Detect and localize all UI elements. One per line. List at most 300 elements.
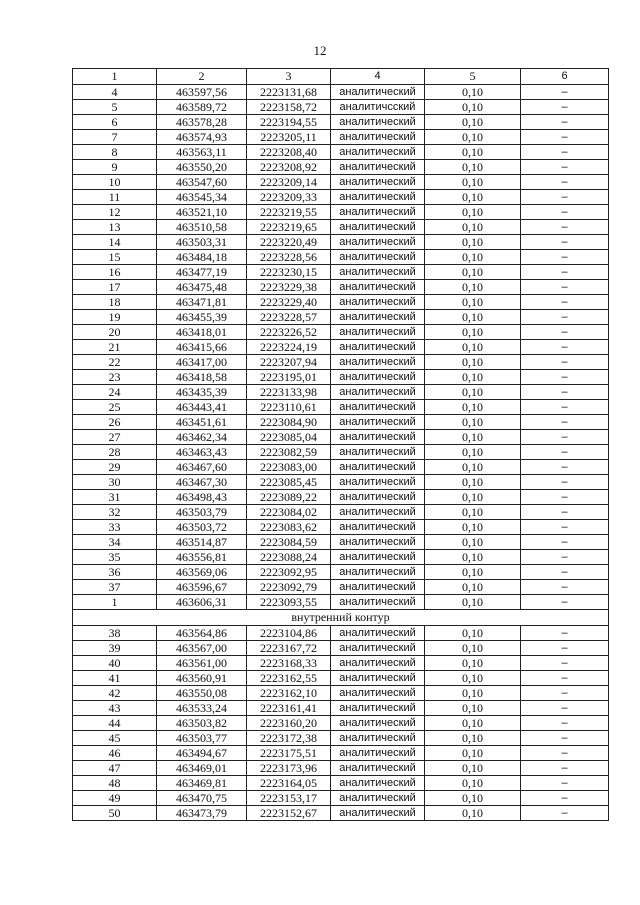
x-coordinate-cell: 463561,00 xyxy=(157,656,247,671)
point-number-cell: 43 xyxy=(73,701,157,716)
x-coordinate-cell: 463498,43 xyxy=(157,490,247,505)
accuracy-cell: 0,10 xyxy=(425,205,521,220)
description-cell: – xyxy=(521,310,609,325)
accuracy-cell: 0,10 xyxy=(425,776,521,791)
x-coordinate-cell: 463533,24 xyxy=(157,701,247,716)
method-cell: аналитический xyxy=(331,310,425,325)
point-number-cell: 45 xyxy=(73,731,157,746)
point-number-cell: 27 xyxy=(73,430,157,445)
table-row xyxy=(73,505,609,520)
x-coordinate-cell: 463550,20 xyxy=(157,160,247,175)
accuracy-cell: 0,10 xyxy=(425,325,521,340)
description-cell: – xyxy=(521,505,609,520)
accuracy-cell: 0,10 xyxy=(425,716,521,731)
point-number-cell: 11 xyxy=(73,190,157,205)
x-coordinate-cell: 463467,30 xyxy=(157,475,247,490)
x-coordinate-cell: 463569,06 xyxy=(157,565,247,580)
method-cell: аналитический xyxy=(331,716,425,731)
method-cell: аналитический xyxy=(331,415,425,430)
accuracy-cell: 0,10 xyxy=(425,505,521,520)
table-row xyxy=(73,701,609,716)
x-coordinate-cell: 463547,60 xyxy=(157,175,247,190)
coordinates-table xyxy=(72,68,609,821)
x-coordinate-cell: 2 xyxy=(157,69,247,85)
x-coordinate-cell: 463503,82 xyxy=(157,716,247,731)
y-coordinate-cell: 2223084,59 xyxy=(247,535,331,550)
accuracy-cell: 0,10 xyxy=(425,370,521,385)
table-header-row xyxy=(73,69,609,85)
accuracy-cell: 0,10 xyxy=(425,145,521,160)
table-row xyxy=(73,310,609,325)
method-cell: аналитический xyxy=(331,145,425,160)
table-row xyxy=(73,280,609,295)
description-cell: – xyxy=(521,746,609,761)
method-cell: аналитический xyxy=(331,701,425,716)
table-row xyxy=(73,295,609,310)
table-row xyxy=(73,731,609,746)
accuracy-cell: 0,10 xyxy=(425,190,521,205)
method-cell: аналитический xyxy=(331,205,425,220)
point-number-cell: 14 xyxy=(73,235,157,250)
point-number-cell: 35 xyxy=(73,550,157,565)
method-cell: аналитический xyxy=(331,385,425,400)
x-coordinate-cell: 463521,10 xyxy=(157,205,247,220)
description-cell: – xyxy=(521,490,609,505)
description-cell: – xyxy=(521,806,609,821)
description-cell: – xyxy=(521,626,609,641)
y-coordinate-cell: 2223164,05 xyxy=(247,776,331,791)
method-cell: аналитический xyxy=(331,626,425,641)
point-number-cell: 12 xyxy=(73,205,157,220)
point-number-cell: 15 xyxy=(73,250,157,265)
x-coordinate-cell: 463471,81 xyxy=(157,295,247,310)
point-number-cell: 37 xyxy=(73,580,157,595)
y-coordinate-cell: 2223084,02 xyxy=(247,505,331,520)
table-row xyxy=(73,761,609,776)
method-cell: аналитический xyxy=(331,490,425,505)
description-cell: – xyxy=(521,295,609,310)
accuracy-cell: 0,10 xyxy=(425,250,521,265)
table-row xyxy=(73,535,609,550)
y-coordinate-cell: 2223082,59 xyxy=(247,445,331,460)
accuracy-cell: 0,10 xyxy=(425,310,521,325)
x-coordinate-cell: 463589,72 xyxy=(157,100,247,115)
description-cell: – xyxy=(521,761,609,776)
x-coordinate-cell: 463473,79 xyxy=(157,806,247,821)
table-row xyxy=(73,145,609,160)
y-coordinate-cell: 2223219,55 xyxy=(247,205,331,220)
accuracy-cell: 0,10 xyxy=(425,761,521,776)
description-cell: – xyxy=(521,475,609,490)
accuracy-cell: 0,10 xyxy=(425,656,521,671)
description-cell: – xyxy=(521,595,609,610)
y-coordinate-cell: 2223173,96 xyxy=(247,761,331,776)
method-cell: аналитический xyxy=(331,641,425,656)
point-number-cell: 32 xyxy=(73,505,157,520)
accuracy-cell: 0,10 xyxy=(425,731,521,746)
description-cell: 6 xyxy=(521,69,609,85)
method-cell: аналитический xyxy=(331,806,425,821)
method-cell: аналитический xyxy=(331,130,425,145)
table-row xyxy=(73,475,609,490)
accuracy-cell: 0,10 xyxy=(425,746,521,761)
x-coordinate-cell: 463556,81 xyxy=(157,550,247,565)
description-cell: – xyxy=(521,385,609,400)
accuracy-cell: 0,10 xyxy=(425,280,521,295)
method-cell: аналитический xyxy=(331,460,425,475)
table-row xyxy=(73,671,609,686)
table-row xyxy=(73,190,609,205)
accuracy-cell: 0,10 xyxy=(425,415,521,430)
accuracy-cell: 0,10 xyxy=(425,520,521,535)
y-coordinate-cell: 2223083,62 xyxy=(247,520,331,535)
y-coordinate-cell: 2223208,40 xyxy=(247,145,331,160)
x-coordinate-cell: 463574,93 xyxy=(157,130,247,145)
description-cell: – xyxy=(521,325,609,340)
table-row xyxy=(73,595,609,610)
method-cell: аналитический xyxy=(331,520,425,535)
table-row xyxy=(73,250,609,265)
description-cell: – xyxy=(521,445,609,460)
description-cell: – xyxy=(521,716,609,731)
table-row xyxy=(73,550,609,565)
accuracy-cell: 0,10 xyxy=(425,535,521,550)
y-coordinate-cell: 2223224,19 xyxy=(247,340,331,355)
y-coordinate-cell: 2223162,10 xyxy=(247,686,331,701)
point-number-cell: 6 xyxy=(73,115,157,130)
description-cell: – xyxy=(521,370,609,385)
x-coordinate-cell: 463469,01 xyxy=(157,761,247,776)
description-cell: – xyxy=(521,265,609,280)
section-label: внутренний контур xyxy=(73,610,609,626)
table-row xyxy=(73,205,609,220)
method-cell: аналитический xyxy=(331,776,425,791)
accuracy-cell: 0,10 xyxy=(425,235,521,250)
table-row xyxy=(73,791,609,806)
x-coordinate-cell: 463418,01 xyxy=(157,325,247,340)
table-row xyxy=(73,130,609,145)
description-cell: – xyxy=(521,115,609,130)
point-number-cell: 1 xyxy=(73,595,157,610)
description-cell: – xyxy=(521,641,609,656)
table-row xyxy=(73,686,609,701)
y-coordinate-cell: 2223219,65 xyxy=(247,220,331,235)
y-coordinate-cell: 2223194,55 xyxy=(247,115,331,130)
description-cell: – xyxy=(521,430,609,445)
description-cell: – xyxy=(521,355,609,370)
point-number-cell: 41 xyxy=(73,671,157,686)
point-number-cell: 20 xyxy=(73,325,157,340)
method-cell: аналитический xyxy=(331,295,425,310)
x-coordinate-cell: 463578,28 xyxy=(157,115,247,130)
accuracy-cell: 0,10 xyxy=(425,445,521,460)
x-coordinate-cell: 463564,86 xyxy=(157,626,247,641)
method-cell: аналитичсский xyxy=(331,100,425,115)
description-cell: – xyxy=(521,731,609,746)
accuracy-cell: 0,10 xyxy=(425,295,521,310)
x-coordinate-cell: 463463,43 xyxy=(157,445,247,460)
description-cell: – xyxy=(521,340,609,355)
point-number-cell: 4 xyxy=(73,85,157,100)
accuracy-cell: 0,10 xyxy=(425,791,521,806)
table-row xyxy=(73,656,609,671)
x-coordinate-cell: 463418,58 xyxy=(157,370,247,385)
table-row xyxy=(73,340,609,355)
table-row xyxy=(73,641,609,656)
method-cell: аналитический xyxy=(331,550,425,565)
table-row xyxy=(73,445,609,460)
y-coordinate-cell: 2223161,41 xyxy=(247,701,331,716)
method-cell: аналитический xyxy=(331,565,425,580)
table-row xyxy=(73,490,609,505)
y-coordinate-cell: 2223228,56 xyxy=(247,250,331,265)
x-coordinate-cell: 463503,72 xyxy=(157,520,247,535)
accuracy-cell: 0,10 xyxy=(425,385,521,400)
point-number-cell: 13 xyxy=(73,220,157,235)
accuracy-cell: 0,10 xyxy=(425,100,521,115)
table-row xyxy=(73,626,609,641)
x-coordinate-cell: 463597,56 xyxy=(157,85,247,100)
y-coordinate-cell: 2223152,67 xyxy=(247,806,331,821)
method-cell: аналитический xyxy=(331,190,425,205)
method-cell: аналитический xyxy=(331,731,425,746)
point-number-cell: 47 xyxy=(73,761,157,776)
accuracy-cell: 0,10 xyxy=(425,565,521,580)
x-coordinate-cell: 463560,91 xyxy=(157,671,247,686)
accuracy-cell: 0,10 xyxy=(425,626,521,641)
accuracy-cell: 0,10 xyxy=(425,340,521,355)
accuracy-cell: 0,10 xyxy=(425,175,521,190)
x-coordinate-cell: 463606,31 xyxy=(157,595,247,610)
point-number-cell: 10 xyxy=(73,175,157,190)
y-coordinate-cell: 2223085,45 xyxy=(247,475,331,490)
method-cell: аналитический xyxy=(331,175,425,190)
description-cell: – xyxy=(521,220,609,235)
point-number-cell: 24 xyxy=(73,385,157,400)
accuracy-cell: 0,10 xyxy=(425,701,521,716)
method-cell: аналитический xyxy=(331,761,425,776)
method-cell: аналитический xyxy=(331,656,425,671)
method-cell: аналитический xyxy=(331,400,425,415)
y-coordinate-cell: 2223158,72 xyxy=(247,100,331,115)
y-coordinate-cell: 2223226,52 xyxy=(247,325,331,340)
accuracy-cell: 0,10 xyxy=(425,550,521,565)
method-cell: аналитический xyxy=(331,445,425,460)
method-cell: аналитический xyxy=(331,505,425,520)
point-number-cell: 29 xyxy=(73,460,157,475)
description-cell: – xyxy=(521,250,609,265)
point-number-cell: 40 xyxy=(73,656,157,671)
y-coordinate-cell: 2223131,68 xyxy=(247,85,331,100)
method-cell: аналитический xyxy=(331,160,425,175)
x-coordinate-cell: 463550,08 xyxy=(157,686,247,701)
x-coordinate-cell: 463455,39 xyxy=(157,310,247,325)
point-number-cell: 21 xyxy=(73,340,157,355)
method-cell: аналитический xyxy=(331,220,425,235)
accuracy-cell: 0,10 xyxy=(425,641,521,656)
accuracy-cell: 0,10 xyxy=(425,115,521,130)
method-cell: аналитический xyxy=(331,686,425,701)
point-number-cell: 49 xyxy=(73,791,157,806)
table-row xyxy=(73,115,609,130)
accuracy-cell: 0,10 xyxy=(425,430,521,445)
point-number-cell: 26 xyxy=(73,415,157,430)
table-row xyxy=(73,175,609,190)
description-cell: – xyxy=(521,100,609,115)
point-number-cell: 42 xyxy=(73,686,157,701)
method-cell: аналитический xyxy=(331,355,425,370)
accuracy-cell: 0,10 xyxy=(425,160,521,175)
x-coordinate-cell: 463469,81 xyxy=(157,776,247,791)
x-coordinate-cell: 463510,58 xyxy=(157,220,247,235)
x-coordinate-cell: 463503,79 xyxy=(157,505,247,520)
x-coordinate-cell: 463596,67 xyxy=(157,580,247,595)
point-number-cell: 1 xyxy=(73,69,157,85)
description-cell: – xyxy=(521,130,609,145)
description-cell: – xyxy=(521,565,609,580)
x-coordinate-cell: 463462,34 xyxy=(157,430,247,445)
point-number-cell: 30 xyxy=(73,475,157,490)
table-row xyxy=(73,325,609,340)
y-coordinate-cell: 2223175,51 xyxy=(247,746,331,761)
table-row xyxy=(73,460,609,475)
method-cell: аналитический xyxy=(331,370,425,385)
table-row xyxy=(73,100,609,115)
table-row xyxy=(73,776,609,791)
point-number-cell: 9 xyxy=(73,160,157,175)
point-number-cell: 8 xyxy=(73,145,157,160)
y-coordinate-cell: 2223229,40 xyxy=(247,295,331,310)
table-row xyxy=(73,746,609,761)
y-coordinate-cell: 2223230,15 xyxy=(247,265,331,280)
y-coordinate-cell: 2223153,17 xyxy=(247,791,331,806)
point-number-cell: 16 xyxy=(73,265,157,280)
point-number-cell: 17 xyxy=(73,280,157,295)
table-row xyxy=(73,160,609,175)
page-number: 12 xyxy=(313,43,327,58)
table-row xyxy=(73,85,609,100)
description-cell: – xyxy=(521,791,609,806)
description-cell: – xyxy=(521,145,609,160)
y-coordinate-cell: 2223229,38 xyxy=(247,280,331,295)
x-coordinate-cell: 463477,19 xyxy=(157,265,247,280)
x-coordinate-cell: 463470,75 xyxy=(157,791,247,806)
method-cell: аналитический xyxy=(331,235,425,250)
point-number-cell: 19 xyxy=(73,310,157,325)
point-number-cell: 46 xyxy=(73,746,157,761)
table-row xyxy=(73,806,609,821)
table-row xyxy=(73,430,609,445)
point-number-cell: 18 xyxy=(73,295,157,310)
accuracy-cell: 0,10 xyxy=(425,460,521,475)
description-cell: – xyxy=(521,686,609,701)
method-cell: аналитический xyxy=(331,85,425,100)
description-cell: – xyxy=(521,776,609,791)
section-row xyxy=(73,610,609,626)
point-number-cell: 38 xyxy=(73,626,157,641)
method-cell: аналитический xyxy=(331,671,425,686)
table-row xyxy=(73,385,609,400)
y-coordinate-cell: 2223092,79 xyxy=(247,580,331,595)
accuracy-cell: 0,10 xyxy=(425,400,521,415)
x-coordinate-cell: 463503,77 xyxy=(157,731,247,746)
description-cell: – xyxy=(521,535,609,550)
method-cell: аналитический xyxy=(331,791,425,806)
y-coordinate-cell: 2223085,04 xyxy=(247,430,331,445)
method-cell: аналитический xyxy=(331,475,425,490)
y-coordinate-cell: 2223093,55 xyxy=(247,595,331,610)
method-cell: аналитический xyxy=(331,430,425,445)
description-cell: – xyxy=(521,671,609,686)
accuracy-cell: 0,10 xyxy=(425,265,521,280)
table-row xyxy=(73,370,609,385)
y-coordinate-cell: 2223195,01 xyxy=(247,370,331,385)
description-cell: – xyxy=(521,235,609,250)
y-coordinate-cell: 2223168,33 xyxy=(247,656,331,671)
table-row xyxy=(73,415,609,430)
point-number-cell: 25 xyxy=(73,400,157,415)
accuracy-cell: 0,10 xyxy=(425,220,521,235)
y-coordinate-cell: 2223083,00 xyxy=(247,460,331,475)
accuracy-cell: 0,10 xyxy=(425,85,521,100)
description-cell: – xyxy=(521,580,609,595)
x-coordinate-cell: 463451,61 xyxy=(157,415,247,430)
accuracy-cell: 5 xyxy=(425,69,521,85)
point-number-cell: 44 xyxy=(73,716,157,731)
y-coordinate-cell: 2223084,90 xyxy=(247,415,331,430)
y-coordinate-cell: 2223209,14 xyxy=(247,175,331,190)
y-coordinate-cell: 2223207,94 xyxy=(247,355,331,370)
description-cell: – xyxy=(521,175,609,190)
point-number-cell: 50 xyxy=(73,806,157,821)
x-coordinate-cell: 463484,18 xyxy=(157,250,247,265)
accuracy-cell: 0,10 xyxy=(425,580,521,595)
description-cell: – xyxy=(521,190,609,205)
y-coordinate-cell: 2223104,86 xyxy=(247,626,331,641)
x-coordinate-cell: 463494,67 xyxy=(157,746,247,761)
method-cell: аналитический xyxy=(331,746,425,761)
description-cell: – xyxy=(521,85,609,100)
table-row xyxy=(73,580,609,595)
method-cell: аналитический xyxy=(331,280,425,295)
y-coordinate-cell: 2223172,38 xyxy=(247,731,331,746)
y-coordinate-cell: 2223228,57 xyxy=(247,310,331,325)
y-coordinate-cell: 2223220,49 xyxy=(247,235,331,250)
y-coordinate-cell: 2223205,11 xyxy=(247,130,331,145)
accuracy-cell: 0,10 xyxy=(425,355,521,370)
table-row xyxy=(73,220,609,235)
description-cell: – xyxy=(521,656,609,671)
point-number-cell: 33 xyxy=(73,520,157,535)
y-coordinate-cell: 3 xyxy=(247,69,331,85)
description-cell: – xyxy=(521,460,609,475)
accuracy-cell: 0,10 xyxy=(425,686,521,701)
x-coordinate-cell: 463567,00 xyxy=(157,641,247,656)
point-number-cell: 48 xyxy=(73,776,157,791)
point-number-cell: 28 xyxy=(73,445,157,460)
accuracy-cell: 0,10 xyxy=(425,130,521,145)
description-cell: – xyxy=(521,701,609,716)
point-number-cell: 34 xyxy=(73,535,157,550)
table-row xyxy=(73,565,609,580)
point-number-cell: 36 xyxy=(73,565,157,580)
table-row xyxy=(73,400,609,415)
description-cell: – xyxy=(521,520,609,535)
table-row xyxy=(73,235,609,250)
point-number-cell: 5 xyxy=(73,100,157,115)
method-cell: аналитический xyxy=(331,340,425,355)
description-cell: – xyxy=(521,160,609,175)
